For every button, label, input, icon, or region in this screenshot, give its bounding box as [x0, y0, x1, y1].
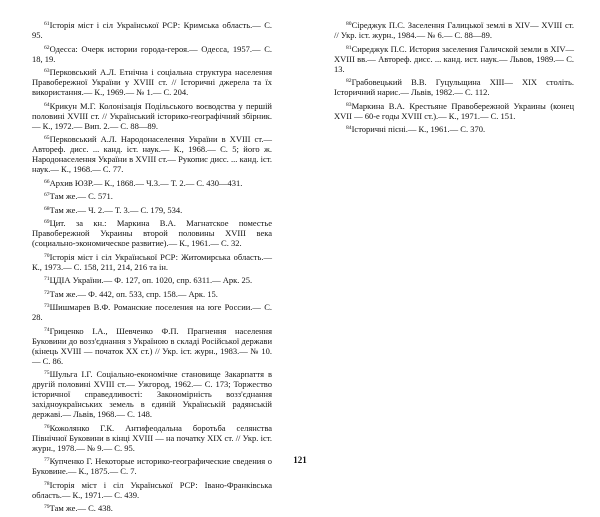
- footnote: [32, 178, 272, 188]
- footnote-number: 76: [44, 423, 50, 430]
- footnote-number: 75: [44, 370, 50, 376]
- footnote-text: Крикун М.Г. Колонізація Подільського воєводства у першій половині XVIII ст. // Український історико-географічний збірник.— К., 1972.— Вип. 2.— С. 88—89.: [32, 100, 272, 131]
- left-column: [32, 20, 272, 517]
- footnote-number: 69: [44, 219, 50, 225]
- footnote-text: Шишмарев В.Ф. Романские поселения на юге России.— С. 28.: [32, 302, 272, 322]
- footnote-text: Архив ЮЗР.— К., 1868.— Ч.3.— Т. 2.— С. 430—431.: [49, 177, 243, 188]
- footnote-number: 70: [44, 252, 50, 259]
- footnote-text: Там же.— С. 571.: [49, 191, 113, 201]
- footnote: [334, 101, 574, 121]
- footnote: [32, 252, 272, 272]
- footnote-text: Гриценко І.А., Шевченко Ф.П. Прагнення населення Буковини до возз'єднання з Україною в складі Російської держави (кінець XVIII — початок XX ст.) // Укр. іст. журн., 1983.— № 10.— С. 86.: [32, 325, 272, 366]
- footnote-text: Історичні пісні.— К., 1961.— С. 370.: [351, 124, 486, 134]
- footnote-number: 62: [44, 44, 50, 51]
- footnote-number: 84: [346, 125, 352, 131]
- footnote-number: 79: [44, 504, 50, 510]
- footnote: [32, 191, 272, 201]
- footnote-number: 61: [44, 21, 50, 27]
- footnote: [32, 218, 272, 248]
- footnote: [32, 205, 272, 215]
- footnote-number: 65: [44, 135, 50, 141]
- footnote: [32, 369, 272, 419]
- page-number: 121: [293, 455, 307, 465]
- footnote: [32, 20, 272, 40]
- footnote: [32, 326, 272, 366]
- footnote-text: Історія міст і сіл Української РСР: Кримська область.— С. 95.: [32, 20, 272, 40]
- footnote-number: 66: [44, 178, 50, 185]
- footnote: [32, 134, 272, 174]
- footnote-number: 74: [44, 326, 50, 333]
- footnote: [32, 44, 272, 64]
- footnote-number: 64: [44, 101, 50, 108]
- footnote-number: 83: [346, 101, 352, 108]
- footnote-text: Історія міст і сіл Української РСР: Івано-Франківська область.— К., 1971.— С. 439.: [32, 479, 272, 500]
- footnote: [32, 423, 272, 453]
- footnote: [334, 20, 574, 40]
- footnote-number: 68: [44, 205, 50, 212]
- footnote-text: Сіреджук П.С. Заселення Галицької землі в XIV— XVIII ст. // Укр. іст. журн., 1984.— № 6.— С. 88—89.: [334, 20, 574, 40]
- footnote-number: 67: [44, 192, 50, 198]
- right-column: [334, 20, 574, 138]
- footnote-number: 71: [44, 276, 50, 282]
- footnote: [32, 275, 272, 285]
- footnote: [32, 289, 272, 299]
- footnote-text: Перковський А.Л. Народонаселення України в XVIII ст.— Автореф. дисс. ... канд. іст. наук.— К., 1968.— С. 5; його ж. Народонаселення України в XVIII ст.— Рукопис дисс. ... канд. іст. наук.— К., 1968.— С. 77.: [32, 134, 272, 174]
- footnote-number: 82: [346, 78, 352, 84]
- footnote-number: 77: [44, 457, 50, 463]
- footnote-text: Маркина В.А. Крестьяне Правобережной Украины (конец XVII — 60-е годы XVIII ст.).— К., 1971.— С. 151.: [334, 100, 574, 121]
- footnote-number: 78: [44, 480, 50, 487]
- footnote-number: 80: [346, 21, 352, 27]
- footnote-text: Перковський А.Л. Етнічна і соціальна структура населення Правобережної України у XVIII ст. // Історичні джерела та їх використання.— К., 1969.— № 1.— С. 204.: [32, 67, 272, 97]
- footnote-text: Одесса: Очерк истории города-героя.— Одесса, 1957.— С. 18, 19.: [32, 43, 272, 64]
- footnote-text: Історія міст і сіл Української РСР: Житомирська область.— К., 1973.— С. 158, 211, 214, 216 та ін.: [32, 251, 272, 272]
- footnote-number: 72: [44, 289, 50, 296]
- footnote: [334, 77, 574, 97]
- footnote-text: Грабовецький В.В. Гуцульщина XIII— XIX століть. Історичний нарис.— Львів, 1982.— С. 112.: [334, 77, 574, 97]
- footnote: [32, 480, 272, 500]
- footnote-text: ЦДІА України.— Ф. 127, оп. 1020, спр. 6311.— Арк. 25.: [49, 275, 253, 285]
- footnote-text: Там же.— С. 438.: [49, 503, 113, 513]
- footnote-text: Купченко Г. Некоторые историко-географические сведения о Буковине.— К., 1875.— С. 7.: [32, 456, 272, 476]
- footnote: [334, 44, 574, 74]
- footnote: [32, 302, 272, 322]
- footnote-number: 63: [44, 68, 50, 74]
- footnote: [334, 124, 574, 134]
- footnote-number: 81: [346, 44, 352, 51]
- footnote: [32, 67, 272, 97]
- footnote-text: Там же.— Ф. 442, оп. 533, спр. 158.— Арк. 15.: [49, 288, 218, 299]
- footnote-number: 73: [44, 303, 50, 309]
- footnote: [32, 503, 272, 513]
- footnote: [32, 101, 272, 131]
- footnote-text: Там же.— Ч. 2.— Т. 3.— С. 179, 534.: [49, 204, 183, 215]
- footnote-text: Кожолянко Г.К. Антифеодальна боротьба селянства Північної Буковини в кінці XVIII — на початку XIX ст. // Укр. іст. журн., 1978.— № 9.— С. 95.: [32, 422, 272, 453]
- footnote-text: Шульга І.Г. Соціально-економічне становище Закарпаття в другій половині XVIII ст.— Ужгород, 1962.— С. 173; Торжество історичної справедливості: Закономірність возз'єднання західноукраїнських земель в єдиній Українській радянській державі.— Львів, 1968.— С. 148.: [32, 369, 272, 419]
- footnote: [32, 456, 272, 476]
- footnote-text: Цит. за кн.: Маркина В.А. Магнатское поместье Правобережной Украины второй половины XVIII века (социально-экономическое развитие).— К., 1961.— С. 32.: [32, 218, 272, 248]
- footnote-text: Сиреджук П.С. История заселения Галичской земли в XIV— XVIII вв.— Автореф. дисс. ... канд. ист. наук.— Львов, 1989.— С. 13.: [334, 43, 574, 74]
